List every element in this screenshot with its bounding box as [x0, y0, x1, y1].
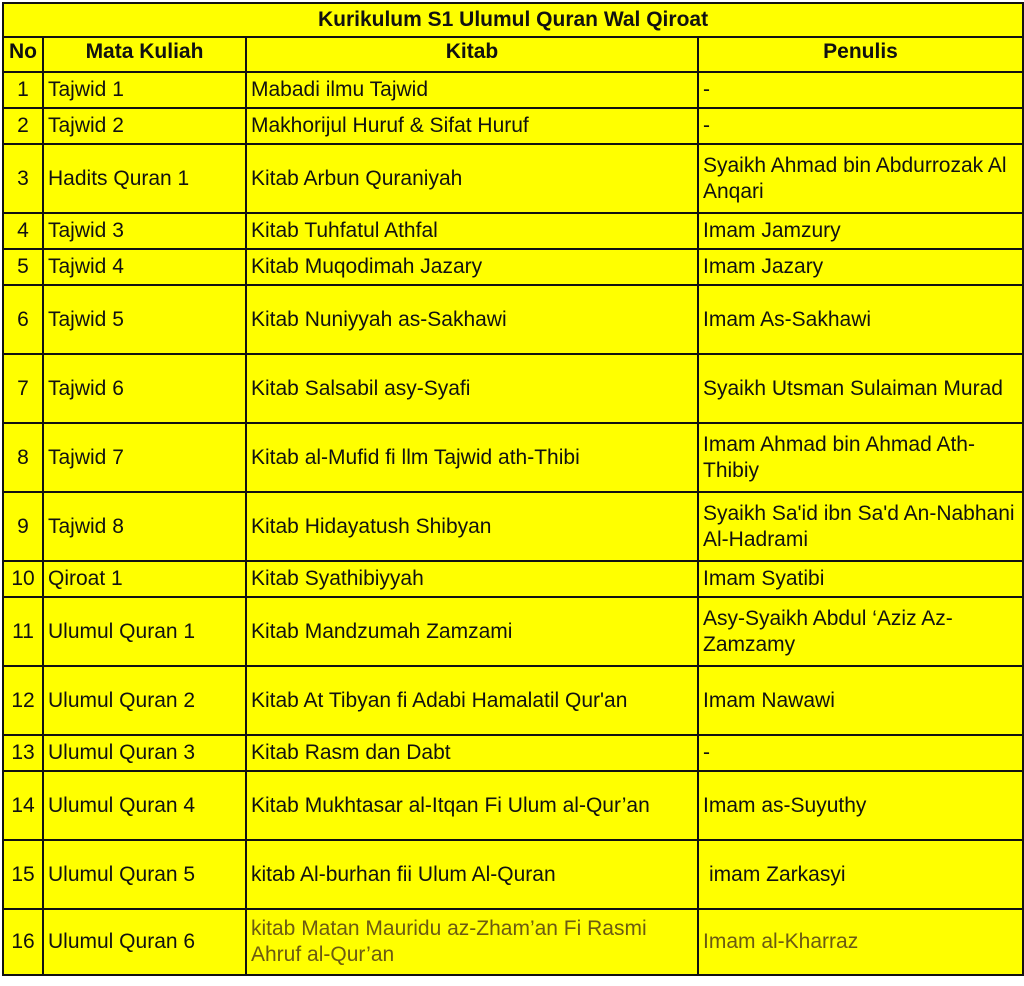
table-row — [3, 423, 1023, 492]
cell-mata-kuliah: Tajwid 4 — [43, 249, 246, 285]
cell-penulis: - — [698, 735, 1023, 771]
cell-mata-kuliah: Tajwid 7 — [43, 423, 246, 492]
table-row — [3, 285, 1023, 354]
table-row — [3, 735, 1023, 771]
cell-penulis: Imam al-Kharraz — [698, 909, 1023, 975]
cell-no: 7 — [3, 354, 43, 423]
cell-no: 9 — [3, 492, 43, 561]
cell-no: 3 — [3, 144, 43, 213]
cell-mata-kuliah: Tajwid 2 — [43, 108, 246, 144]
cell-penulis: Asy-Syaikh Abdul ‘Aziz Az-Zamzamy — [698, 597, 1023, 666]
cell-penulis: Imam Nawawi — [698, 666, 1023, 735]
cell-kitab: Kitab Mukhtasar al-Itqan Fi Ulum al-Qur’an — [246, 771, 698, 840]
cell-kitab: Kitab Tuhfatul Athfal — [246, 213, 698, 249]
cell-penulis: imam Zarkasyi — [698, 840, 1023, 909]
cell-no: 8 — [3, 423, 43, 492]
cell-kitab: Kitab Salsabil asy-Syafi — [246, 354, 698, 423]
cell-penulis: Syaikh Sa'id ibn Sa'd An-Nabhani Al-Hadrami — [698, 492, 1023, 561]
table-title-row — [3, 3, 1023, 37]
table-row — [3, 354, 1023, 423]
cell-mata-kuliah: Hadits Quran 1 — [43, 144, 246, 213]
cell-kitab: Kitab Muqodimah Jazary — [246, 249, 698, 285]
cell-penulis: Syaikh Ahmad bin Abdurrozak Al Anqari — [698, 144, 1023, 213]
header-penulis: Penulis — [698, 37, 1023, 72]
cell-no: 12 — [3, 666, 43, 735]
table-row — [3, 561, 1023, 597]
table-row — [3, 144, 1023, 213]
cell-kitab: Mabadi ilmu Tajwid — [246, 72, 698, 108]
header-kitab: Kitab — [246, 37, 698, 72]
table-row — [3, 666, 1023, 735]
header-no: No — [3, 37, 43, 72]
cell-kitab: Kitab al-Mufid fi llm Tajwid ath-Thibi — [246, 423, 698, 492]
cell-mata-kuliah: Tajwid 3 — [43, 213, 246, 249]
table-row — [3, 909, 1023, 975]
cell-no: 1 — [3, 72, 43, 108]
cell-mata-kuliah: Tajwid 1 — [43, 72, 246, 108]
cell-penulis: Imam Ahmad bin Ahmad Ath-Thibiy — [698, 423, 1023, 492]
cell-kitab: Kitab At Tibyan fi Adabi Hamalatil Qur'an — [246, 666, 698, 735]
cell-kitab: Makhorijul Huruf & Sifat Huruf — [246, 108, 698, 144]
cell-no: 14 — [3, 771, 43, 840]
cell-mata-kuliah: Ulumul Quran 4 — [43, 771, 246, 840]
cell-no: 11 — [3, 597, 43, 666]
table-title: Kurikulum S1 Ulumul Quran Wal Qiroat — [3, 3, 1023, 37]
cell-penulis: Imam Jamzury — [698, 213, 1023, 249]
cell-kitab: Kitab Rasm dan Dabt — [246, 735, 698, 771]
header-mata-kuliah: Mata Kuliah — [43, 37, 246, 72]
cell-kitab: kitab Al-burhan fii Ulum Al-Quran — [246, 840, 698, 909]
cell-mata-kuliah: Ulumul Quran 5 — [43, 840, 246, 909]
cell-kitab: Kitab Mandzumah Zamzami — [246, 597, 698, 666]
table-row — [3, 597, 1023, 666]
cell-no: 10 — [3, 561, 43, 597]
cell-kitab: Kitab Arbun Quraniyah — [246, 144, 698, 213]
cell-no: 16 — [3, 909, 43, 975]
table-row — [3, 72, 1023, 108]
cell-mata-kuliah: Tajwid 5 — [43, 285, 246, 354]
cell-kitab: Kitab Syathibiyyah — [246, 561, 698, 597]
cell-mata-kuliah: Ulumul Quran 2 — [43, 666, 246, 735]
cell-no: 4 — [3, 213, 43, 249]
table-row — [3, 249, 1023, 285]
cell-kitab: Kitab Hidayatush Shibyan — [246, 492, 698, 561]
cell-penulis: Syaikh Utsman Sulaiman Murad — [698, 354, 1023, 423]
cell-kitab: kitab Matan Mauridu az-Zham’an Fi Rasmi Ahruf al-Qur’an — [246, 909, 698, 975]
table-row — [3, 213, 1023, 249]
table-row — [3, 840, 1023, 909]
cell-no: 13 — [3, 735, 43, 771]
header-row — [3, 37, 1023, 72]
cell-no: 6 — [3, 285, 43, 354]
table-row — [3, 771, 1023, 840]
cell-no: 2 — [3, 108, 43, 144]
cell-penulis: - — [698, 108, 1023, 144]
cell-mata-kuliah: Qiroat 1 — [43, 561, 246, 597]
cell-penulis: Imam as-Suyuthy — [698, 771, 1023, 840]
cell-mata-kuliah: Ulumul Quran 6 — [43, 909, 246, 975]
cell-penulis: - — [698, 72, 1023, 108]
cell-mata-kuliah: Tajwid 6 — [43, 354, 246, 423]
cell-mata-kuliah: Tajwid 8 — [43, 492, 246, 561]
cell-no: 15 — [3, 840, 43, 909]
cell-kitab: Kitab Nuniyyah as-Sakhawi — [246, 285, 698, 354]
cell-mata-kuliah: Ulumul Quran 1 — [43, 597, 246, 666]
cell-mata-kuliah: Ulumul Quran 3 — [43, 735, 246, 771]
table-row — [3, 492, 1023, 561]
table-row — [3, 108, 1023, 144]
cell-penulis: Imam Jazary — [698, 249, 1023, 285]
curriculum-table — [2, 2, 1024, 976]
cell-no: 5 — [3, 249, 43, 285]
cell-penulis: Imam As-Sakhawi — [698, 285, 1023, 354]
cell-penulis: Imam Syatibi — [698, 561, 1023, 597]
